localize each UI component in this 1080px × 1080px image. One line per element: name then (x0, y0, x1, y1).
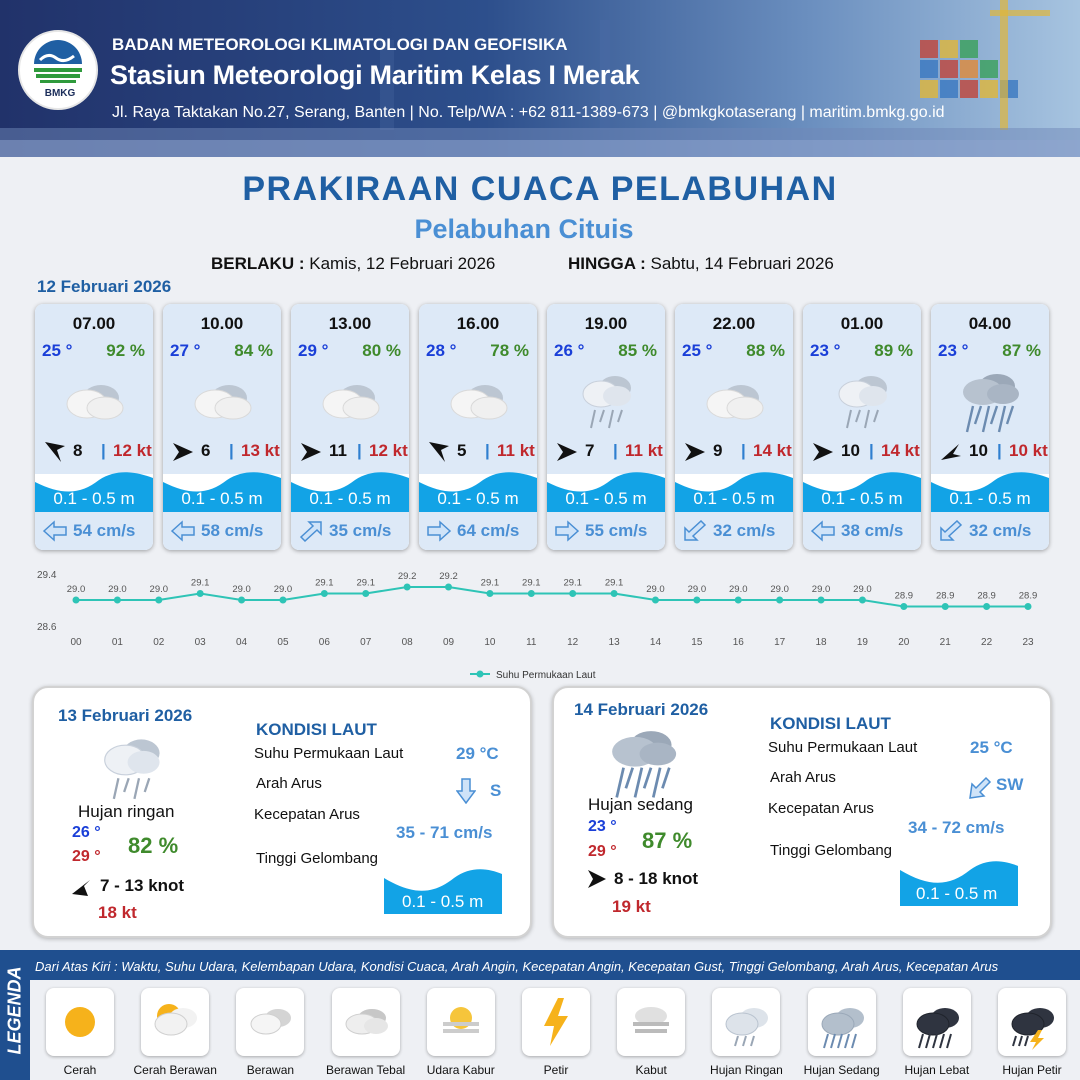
legend-item-icon (617, 988, 685, 1056)
legend-side (0, 950, 30, 1080)
day3-humidity: 87 % (642, 828, 693, 853)
card-wind (683, 438, 793, 464)
data-label: 29.0 (687, 584, 707, 595)
data-label: 29.0 (232, 584, 251, 595)
data-label: 29.1 (190, 577, 210, 589)
x-tick-label: 09 (442, 637, 455, 648)
card-current-speed: 32 cm/s (969, 521, 1032, 540)
x-tick-label: 11 (526, 637, 537, 648)
day3-desc: Hujan sedang (588, 795, 693, 814)
data-label: 29.0 (66, 584, 86, 595)
card-temp: 23 ° (938, 341, 969, 360)
hujan-sedang-icon (812, 992, 872, 1057)
validity-from-label: BERLAKU : (211, 254, 305, 273)
card-wind-speed: 8 (73, 441, 83, 460)
data-point (693, 597, 700, 604)
data-point (197, 590, 204, 597)
day3-sea-title: KONDISI LAUT (770, 714, 891, 733)
x-tick-label: 17 (774, 637, 786, 648)
card-gust: 10 kt (1009, 441, 1048, 460)
legend-swatch-dot (477, 671, 484, 678)
data-point (983, 603, 990, 610)
x-tick-label: 07 (360, 637, 372, 648)
legend-item-label: Cerah Berawan (133, 1063, 217, 1077)
data-label: 29.0 (770, 584, 789, 595)
x-tick-label: 06 (318, 637, 330, 648)
day2-humidity: 82 % (128, 833, 179, 858)
card-wave: 0.1 - 0.5 m (949, 489, 1031, 508)
card-wind-speed: 5 (457, 441, 467, 460)
arrow-east-icon (683, 440, 707, 464)
day3-panel (552, 686, 1052, 938)
day2-sea-title: KONDISI LAUT (256, 720, 377, 739)
legend-item-label: Hujan Petir (1002, 1063, 1062, 1077)
legend-item-icon (998, 988, 1066, 1056)
day2-wind: 7 - 13 knot (100, 876, 185, 895)
card-current-speed: 35 cm/s (329, 521, 392, 540)
berawan-tebal-icon (185, 366, 259, 436)
card-current-speed: 54 cm/s (73, 521, 136, 540)
card-current (547, 512, 665, 550)
card-wave: 0.1 - 0.5 m (53, 489, 135, 508)
data-label: 28.9 (1018, 590, 1038, 602)
header-banner (0, 0, 1080, 157)
arrow-east-icon (586, 868, 608, 890)
data-point (859, 597, 866, 604)
x-tick-label: 01 (111, 637, 123, 648)
data-point (652, 597, 659, 604)
card-wind-speed: 10 (841, 441, 860, 460)
day3-wave-label: Tinggi Gelombang (770, 842, 893, 859)
day3-date: 14 Februari 2026 (574, 700, 709, 719)
legend-item-label: Kabut (635, 1063, 667, 1077)
arrow-east-icon (171, 440, 195, 464)
card-wind-speed: 6 (201, 441, 211, 460)
day2-tmax: 29 ° (72, 848, 101, 865)
data-point (362, 590, 369, 597)
data-label: 29.2 (397, 571, 417, 582)
berawan-icon (240, 992, 300, 1057)
day3-cur-spd-label: Kecepatan Arus (768, 800, 874, 817)
legend-item-label: Hujan Sedang (803, 1063, 880, 1077)
hujan-lebat-icon (907, 992, 967, 1057)
card-current (291, 512, 409, 550)
cerah-berawan-icon (145, 992, 205, 1057)
legend-title: LEGENDA (4, 966, 25, 1055)
arrow-northeast-icon (299, 520, 323, 542)
legend-item-icon (46, 988, 114, 1056)
card-current (675, 512, 793, 550)
card-separator: | (357, 441, 362, 460)
legend-item-icon (522, 988, 590, 1056)
data-label: 29.0 (646, 584, 665, 595)
forecast-card (291, 304, 409, 550)
berawan-tebal-icon (336, 992, 396, 1057)
day3-wave: 0.1 - 0.5 m (916, 884, 998, 903)
data-label: 29.0 (273, 584, 293, 595)
udara-kabur-icon (431, 992, 491, 1057)
day3-tmin: 23 ° (588, 818, 617, 835)
arrow-right-icon (427, 520, 451, 542)
arrow-down-icon (456, 778, 476, 804)
card-time: 01.00 (840, 314, 884, 333)
data-point (114, 597, 121, 604)
card-current (931, 512, 1049, 550)
petir-icon (526, 992, 586, 1057)
x-tick-label: 18 (815, 637, 827, 648)
card-gust: 11 kt (497, 441, 535, 460)
card-wave: 0.1 - 0.5 m (181, 489, 263, 508)
card-time: 19.00 (584, 314, 628, 333)
data-label: 29.0 (149, 584, 169, 595)
card-wind (43, 438, 153, 464)
card-current (803, 512, 921, 550)
berawan-tebal-icon (441, 366, 515, 436)
arrow-east-icon (811, 440, 835, 464)
logo-text: BMKG (44, 88, 76, 99)
day2-cur-dir-label: Arah Arus (256, 775, 322, 792)
x-tick-label: 03 (194, 637, 206, 648)
card-humidity: 88 % (746, 341, 785, 360)
card-wave: 0.1 - 0.5 m (693, 489, 775, 508)
card-separator: | (741, 441, 746, 460)
day2-wave-label: Tinggi Gelombang (256, 850, 379, 867)
card-separator: | (997, 441, 1002, 460)
x-tick-label: 19 (856, 637, 868, 648)
card-humidity: 87 % (1002, 341, 1041, 360)
day3-wind: 8 - 18 knot (614, 869, 699, 888)
arrow-right-icon (555, 520, 579, 542)
arrow-northwest-icon (427, 440, 451, 464)
card-wind (555, 438, 665, 464)
legend-item-label: Hujan Lebat (904, 1063, 970, 1077)
card-current (163, 512, 281, 550)
x-tick-label: 12 (567, 637, 579, 648)
card-time: 22.00 (712, 314, 756, 333)
card-humidity: 84 % (234, 341, 273, 360)
legend-item-icon (332, 988, 400, 1056)
legend-item-icon (236, 988, 304, 1056)
card-current (419, 512, 537, 550)
card-wind (811, 438, 921, 464)
day3-cur-dir-label: Arah Arus (770, 769, 836, 786)
validity-from-value: Kamis, 12 Februari 2026 (309, 254, 496, 273)
card-temp: 25 ° (42, 341, 73, 360)
data-point (942, 603, 949, 610)
card-wave: 0.1 - 0.5 m (821, 489, 903, 508)
contact-info: Jl. Raya Taktakan No.27, Serang, Banten | No. Telp/WA : +62 811-1389-673 | @bmkgkotaserang | maritim.bmkg.go.id (112, 104, 945, 121)
x-tick-label: 13 (608, 637, 620, 648)
card-wind (299, 438, 409, 464)
page-title: PRAKIRAAN CUACA PELABUHAN (242, 170, 838, 208)
day2-gust: 18 kt (98, 903, 137, 922)
card-wind-speed: 11 (329, 441, 347, 460)
data-label: 29.2 (439, 571, 458, 582)
x-tick-label: 14 (649, 637, 662, 648)
card-temp: 26 ° (554, 341, 585, 360)
hujan-ringan-icon (569, 366, 643, 436)
card-separator: | (613, 441, 618, 460)
legend-item-label: Berawan (246, 1063, 295, 1077)
forecast-card (547, 304, 665, 550)
card-time: 10.00 (200, 314, 244, 333)
data-point (238, 597, 245, 604)
data-label: 28.9 (894, 590, 914, 602)
card-wave: 0.1 - 0.5 m (437, 489, 519, 508)
x-tick-label: 00 (70, 637, 82, 648)
card-separator: | (485, 441, 490, 460)
card-wave: 0.1 - 0.5 m (309, 489, 391, 508)
station-name: Stasiun Meteorologi Maritim Kelas I Merak (110, 60, 640, 90)
validity-to-label: HINGGA : (568, 254, 646, 273)
forecast-card (931, 304, 1049, 550)
data-label: 28.9 (935, 590, 955, 602)
x-tick-label: 02 (153, 637, 165, 648)
arrow-east-icon (299, 440, 323, 464)
card-temp: 29 ° (298, 341, 329, 360)
card-humidity: 92 % (106, 341, 145, 360)
x-tick-label: 23 (1022, 637, 1034, 648)
berawan-tebal-icon (697, 366, 771, 436)
card-separator: | (229, 441, 234, 460)
forecast-card (35, 304, 153, 550)
day2-cur-spd-label: Kecepatan Arus (254, 806, 360, 823)
day2-cur-dir: S (490, 781, 502, 800)
arrow-east-icon (555, 440, 579, 464)
card-temp: 25 ° (682, 341, 713, 360)
x-tick-label: 15 (691, 637, 703, 648)
arrow-southwest-icon (968, 774, 994, 800)
data-point (569, 590, 576, 597)
hujan-ringan-icon (86, 728, 176, 808)
card-temp: 27 ° (170, 341, 201, 360)
day3-tmax: 29 ° (588, 843, 617, 860)
data-label: 29.0 (108, 584, 127, 595)
card-gust: 12 kt (369, 441, 408, 460)
arrow-left-icon (43, 520, 67, 542)
forecast-card (163, 304, 281, 550)
card-humidity: 85 % (618, 341, 657, 360)
page-subtitle: Pelabuhan Cituis (414, 214, 634, 244)
legend-item-icon (903, 988, 971, 1056)
arrow-southwest-icon (939, 440, 963, 464)
kabut-icon (621, 992, 681, 1057)
arrow-southwest-icon (939, 520, 963, 542)
arrow-northwest-icon (43, 440, 67, 464)
data-point (404, 584, 411, 591)
data-point (486, 590, 493, 597)
card-wind (939, 438, 1049, 464)
card-humidity: 80 % (362, 341, 401, 360)
hujan-ringan-icon (716, 992, 776, 1057)
data-label: 29.1 (356, 577, 375, 589)
x-tick-label: 10 (484, 637, 496, 648)
card-humidity: 78 % (490, 341, 529, 360)
data-label: 29.0 (729, 584, 748, 595)
card-separator: | (101, 441, 106, 460)
y-tick-label: 28.6 (37, 622, 57, 633)
hujan-ringan-icon (825, 366, 899, 436)
legend-item-icon (808, 988, 876, 1056)
x-tick-label: 22 (981, 637, 993, 648)
data-point (735, 597, 742, 604)
day2-sst-label: Suhu Permukaan Laut (254, 745, 404, 762)
card-time: 13.00 (328, 314, 372, 333)
card-gust: 13 kt (241, 441, 280, 460)
arrow-southwest-icon (683, 520, 707, 542)
card-humidity: 89 % (874, 341, 913, 360)
data-point (279, 597, 286, 604)
card-current-speed: 38 cm/s (841, 521, 904, 540)
data-label: 29.0 (811, 584, 831, 595)
data-point (818, 597, 825, 604)
data-point (155, 597, 162, 604)
data-label: 29.1 (480, 577, 500, 589)
cerah-icon (50, 992, 110, 1057)
card-temp: 28 ° (426, 341, 457, 360)
berawan-tebal-icon (57, 366, 131, 436)
day3-cur-spd: 34 - 72 cm/s (908, 818, 1005, 837)
legend-item-label: Hujan Ringan (710, 1063, 783, 1077)
day1-date: 12 Februari 2026 (37, 277, 172, 296)
hujan-petir-icon (1002, 992, 1062, 1057)
legend-item-label: Cerah (63, 1063, 97, 1077)
day3-cur-dir: SW (996, 775, 1024, 794)
legend-item-label: Petir (543, 1063, 569, 1077)
data-label: 29.1 (604, 577, 624, 589)
forecast-card (675, 304, 793, 550)
legend-item-label: Udara Kabur (426, 1063, 495, 1077)
card-current-speed: 58 cm/s (201, 521, 264, 540)
x-tick-label: 20 (898, 637, 910, 648)
legend-label: Suhu Permukaan Laut (496, 670, 596, 681)
data-point (611, 590, 618, 597)
day2-wave: 0.1 - 0.5 m (402, 892, 484, 911)
card-current (35, 512, 153, 550)
card-wave: 0.1 - 0.5 m (565, 489, 647, 508)
validity-to (568, 254, 834, 274)
card-current-speed: 32 cm/s (713, 521, 776, 540)
arrow-left-icon (811, 520, 835, 542)
legend-item-icon (712, 988, 780, 1056)
hujan-sedang-icon (598, 722, 688, 802)
card-current-speed: 64 cm/s (457, 521, 520, 540)
data-label: 29.0 (853, 584, 872, 595)
data-point (445, 584, 452, 591)
day3-sst-label: Suhu Permukaan Laut (768, 739, 918, 756)
hujan-sedang-icon (953, 366, 1027, 436)
validity-to-value: Sabtu, 14 Februari 2026 (650, 254, 834, 273)
card-time: 16.00 (456, 314, 500, 333)
card-separator: | (869, 441, 874, 460)
day2-tmin: 26 ° (72, 824, 101, 841)
legend-item-icon (427, 988, 495, 1056)
data-point (900, 603, 907, 610)
data-label: 29.1 (563, 577, 582, 589)
day3-gust: 19 kt (612, 897, 651, 916)
berawan-tebal-icon (313, 366, 387, 436)
card-gust: 12 kt (113, 441, 152, 460)
data-point (1025, 603, 1032, 610)
agency-name: BADAN METEOROLOGI KLIMATOLOGI DAN GEOFISIKA (112, 35, 568, 54)
day2-sst: 29 °C (456, 744, 499, 763)
forecast-card (803, 304, 921, 550)
data-point (321, 590, 328, 597)
data-label: 29.1 (522, 577, 541, 589)
day3-sst: 25 °C (970, 738, 1013, 757)
card-wind-speed: 9 (713, 441, 723, 460)
bmkg-logo (18, 30, 98, 110)
card-gust: 14 kt (753, 441, 792, 460)
day2-desc: Hujan ringan (78, 802, 175, 821)
card-time: 04.00 (968, 314, 1012, 333)
card-temp: 23 ° (810, 341, 841, 360)
data-label: 28.9 (977, 590, 996, 602)
series-line (76, 587, 1028, 607)
x-tick-label: 21 (939, 637, 951, 648)
card-current-speed: 55 cm/s (585, 521, 648, 540)
data-point (776, 597, 783, 604)
y-tick-label: 29.4 (37, 570, 57, 581)
day2-cur-spd: 35 - 71 cm/s (396, 823, 493, 842)
x-tick-label: 16 (732, 637, 744, 648)
legend-item-label: Berawan Tebal (326, 1063, 406, 1077)
card-wind-speed: 10 (969, 441, 988, 460)
data-label: 29.1 (315, 577, 334, 589)
card-wind-speed: 7 (585, 441, 595, 460)
x-tick-label: 05 (277, 637, 289, 648)
x-tick-label: 08 (401, 637, 413, 648)
data-point (73, 597, 80, 604)
card-gust: 14 kt (881, 441, 920, 460)
data-point (528, 590, 535, 597)
card-gust: 11 kt (625, 441, 663, 460)
card-wind (427, 438, 537, 464)
arrow-northwest-icon (70, 876, 92, 898)
validity-from (211, 254, 495, 274)
day2-panel (32, 686, 532, 938)
day2-date: 13 Februari 2026 (58, 706, 193, 725)
legend-description: Dari Atas Kiri : Waktu, Suhu Udara, Kelembapan Udara, Kondisi Cuaca, Arah Angin, Kecepatan Angin, Kecepatan Gust, Tinggi Gelombang, Arah Arus, Kecepatan Arus (35, 959, 999, 974)
sst-chart (30, 560, 1060, 690)
card-time: 07.00 (72, 314, 116, 333)
x-tick-label: 04 (236, 637, 248, 648)
card-wind (171, 438, 281, 464)
forecast-card (419, 304, 537, 550)
legend-item-icon (141, 988, 209, 1056)
arrow-left-icon (171, 520, 195, 542)
